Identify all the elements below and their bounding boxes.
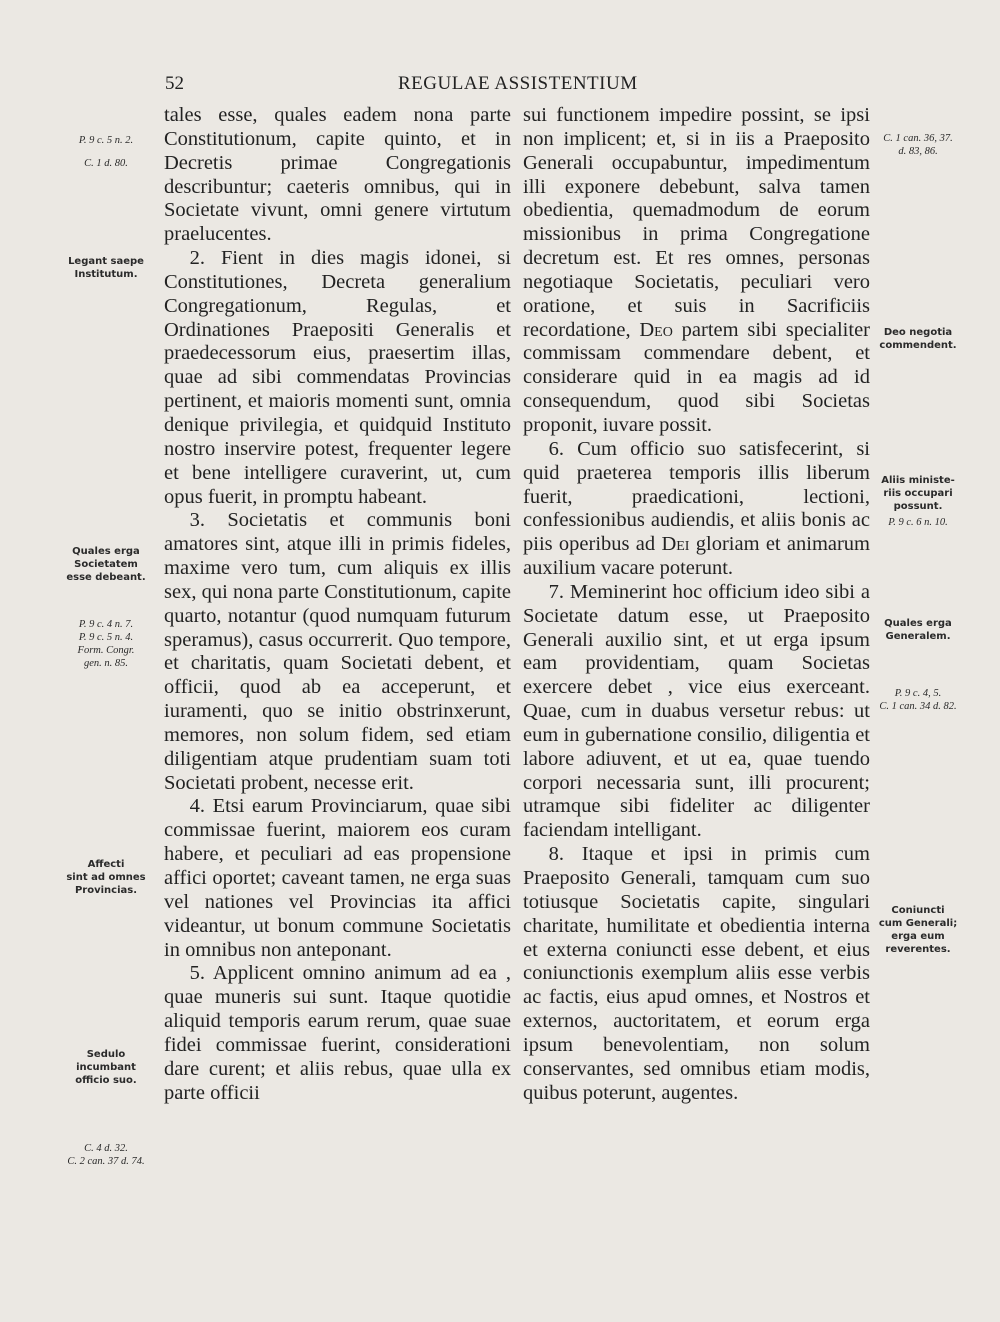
margin-note: Legant saepe Institutum. <box>68 256 144 280</box>
margin-reference: P. 9 c. 4 n. 7. P. 9 c. 5 n. 4. Form. Congr. gen. n. 85. <box>77 619 135 669</box>
paragraph: tales esse, quales eadem nona parte Constitutionum, capite quinto, et in Decretis primae Congregationis describuntur; caeteris omnibus, qui in Societate vivunt, omni genere virtutum praelucentes. <box>164 104 511 246</box>
margin-note: Sedulo incumbant officio suo. <box>75 1049 137 1086</box>
margin-reference: C. 1 d. 80. <box>84 158 128 169</box>
page-header <box>0 73 1000 103</box>
margin-reference: P. 9 c. 4, 5. C. 1 can. 34 d. 82. <box>879 688 957 712</box>
paragraph-2: 2. Fient in dies magis idonei, si Constitutiones, Decreta generalium Congregationum, Regulas, et Ordinationes Praepositi Generalis et praedecessorum eius, praesertim illas, quae ad sibi commendatas Provincias pertinent, et maioris momenti sunt, omnia denique privilegia, et quidquid Instituto nostro inservire potest, frequenter legere et bene intelligere curaverint, ut, cum opus fuerit, in promptu habeant. <box>164 247 511 508</box>
text-column-left <box>164 104 511 1105</box>
paragraph-5-continued <box>523 104 870 438</box>
margin-note: Aliis ministe- riis occupari possunt. <box>881 475 955 512</box>
paragraph-7: 7. Meminerint hoc officium ideo sibi a Societate datum esse, ut Praeposito Generali auxilio sint, et ut erga ipsum eam providentiam, quam Societas exercere debet , vice eius exerceant. Quae, cum in duabus versetur rebus: ut eum in gubernatione consilio, diligentia et labore adiuvent, et ut ea, quae tuendo corpori necessaria sunt, illi procurent; utramque sibi fideliter ac diligenter faciendam intelligant. <box>523 580 870 842</box>
text-segment: sui functionem impedire possint, se ipsi non implicent; et, si in iis a Praeposito Generali occupabuntur, impedimentum illi exponere debebunt, salva tamen obedientia, quemadmodum de eorum missionibus in prima Congregatione decretum est. Et res omnes, personas negotiaque Societatis, peculiari vero oratione, et suis in Sacrificiis recordatione, <box>523 104 870 341</box>
margin-reference: C. 1 can. 36, 37. d. 83, 86. <box>883 133 953 157</box>
margin-reference: C. 4 d. 32. C. 2 can. 37 d. 74. <box>67 1143 145 1167</box>
small-caps-word: Deo <box>639 318 673 341</box>
running-head: REGULAE ASSISTENTIUM <box>398 73 638 94</box>
text-segment: 6. Cum officio suo satisfecerint, si quid praeterea temporis illis liberum fuerit, praedicationi, lectioni, confessionibus audiendis, et aliis bonis ac piis operibus ad <box>523 437 870 556</box>
margin-reference: P. 9 c. 5 n. 2. <box>78 135 134 146</box>
page-number: 52 <box>165 73 184 94</box>
margin-note: Coniuncti cum Generali; erga eum reverentes. <box>878 905 958 955</box>
margin-reference: P. 9 c. 6 n. 10. <box>888 517 948 528</box>
margin-note: Quales erga Societatem esse debeant. <box>66 546 146 583</box>
paragraph-3: 3. Societatis et communis boni amatores sint, atque illi in primis fideles, maxime vero tum, cum aliquis ex illis sex, qui nona parte Constitutionum, capite quarto, notantur (quod numquam futurum speramus), casus occurrerit. Quo tempore, et charitatis, quam Societati debent, et officii, quod ab ea acceperunt, et iuramenti, quo se initio obstrinxerunt, memores, non solum fidem, sed etiam diligentiam atque prudentiam suam toti Societati probent, necesse erit. <box>164 509 511 794</box>
paragraph-4: 4. Etsi earum Provinciarum, quae sibi commissae fuerint, maiorem eos curam habere, et peculiari ad eas propensione affici oportet; caveant tamen, ne erga suas vel nationes vel Provincias ita affici videantur, ut bonum commune Societatis in omnibus non anteponant. <box>164 795 511 961</box>
margin-note: Deo negotia commendent. <box>879 327 957 351</box>
margin-note: Quales erga Generalem. <box>884 618 952 642</box>
small-caps-word: Dei <box>661 533 690 556</box>
paragraph-5: 5. Applicent omnino animum ad ea , quae muneris sui sunt. Itaque quotidie aliquid temporis earum rerum, quae suae fidei commissae fuerint, considerationi dare curent; et aliis rebus, quae ulla ex parte officii <box>164 962 511 1104</box>
text-column-right <box>523 104 870 1105</box>
margin-note: Affecti sint ad omnes Provincias. <box>66 859 146 896</box>
text-segment: partem sibi specialiter commissam commendare debent, et considerare quid in ea magis ad id consequendum, quod sibi Societas proponit, iuvare possit. <box>523 318 870 436</box>
text-segment: gloriam et animarum auxilium vacare poterunt. <box>523 533 871 580</box>
paragraph-8: 8. Itaque et ipsi in primis cum Praeposito Generali, tamquam cum suo totiusque Societatis capite, singulari charitate, humilitate et obedientia interna et externa coniuncti esse debent, et eius coniunctionis exemplum aliis esse verbis ac factis, eius apud omnes, et Nostros et externos, auctoritatem, et eorum erga ipsum benevolentiam, non solum conservantes, sed omnibus etiam modis, quibus poterunt, augentes. <box>523 843 870 1104</box>
paragraph-6 <box>523 438 870 581</box>
